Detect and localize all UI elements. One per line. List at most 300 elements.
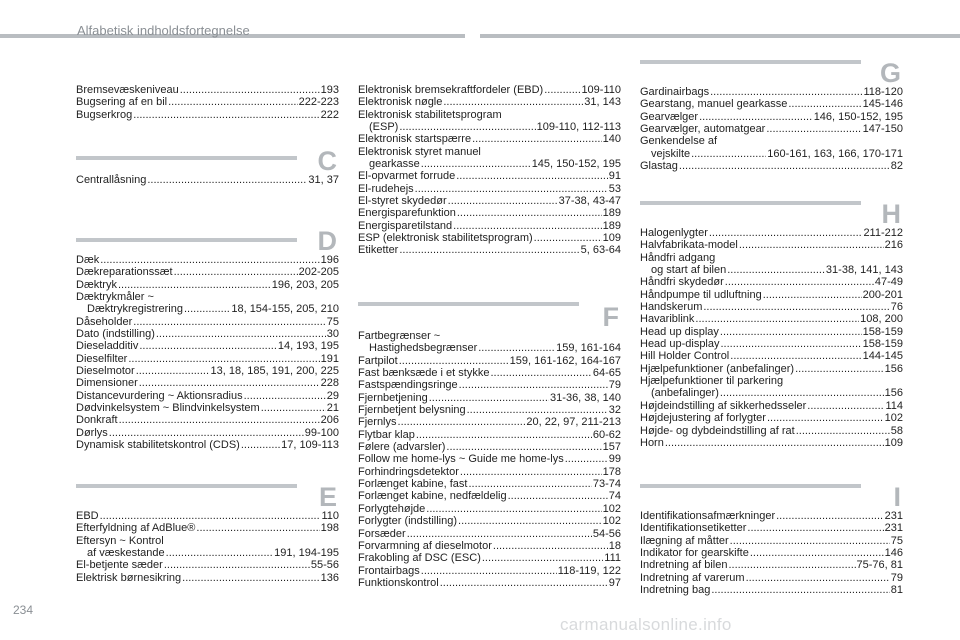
entry-term: Højdeindstilling af sikkerhedsseler (640, 399, 807, 412)
dot-leader (109, 427, 304, 439)
entry-pages: 196 (320, 254, 339, 266)
section-d (76, 228, 339, 452)
dot-leader (763, 289, 862, 301)
dot-leader (139, 377, 320, 389)
index-entry (76, 547, 339, 559)
index-entry (358, 416, 621, 428)
dot-leader (446, 441, 601, 453)
entry-pages: 189 (602, 207, 621, 220)
section-c (76, 148, 339, 186)
entry-term: Glastag (640, 160, 678, 173)
entry-term: Energisparetilstand (358, 219, 453, 232)
index-entry (76, 96, 339, 108)
entry-pages: 231 (884, 522, 903, 535)
index-entry (358, 121, 621, 133)
entry-pages: 55-56 (310, 559, 339, 572)
dot-leader (710, 86, 862, 98)
watermark-text: carmanualsonline.info (560, 615, 732, 634)
dot-leader (429, 392, 549, 404)
entry-term: Havariblink (640, 313, 695, 326)
dot-leader (457, 207, 602, 219)
entry-term: Hjælpefunktioner (anbefalinger) (640, 362, 795, 375)
entry-pages: 156 (884, 362, 903, 375)
index-entry (358, 466, 621, 478)
dot-leader (807, 400, 884, 412)
entry-term: Håndpumpe til udluftning (640, 288, 762, 301)
entry-term: Gearstang, manuel gearkasse (640, 98, 788, 111)
entry-term: Bugserkrog (76, 108, 133, 121)
index-entry (76, 402, 339, 414)
index-entry (640, 350, 903, 362)
index-entry (640, 111, 903, 123)
entry-term: Flytbar klap (358, 428, 415, 441)
entry-term: Bugsering af en bil (76, 96, 168, 109)
dot-leader (725, 276, 874, 288)
page-number: 234 (13, 603, 34, 617)
index-entry-heading (640, 252, 903, 264)
entry-term: vejskilte (651, 147, 691, 160)
entry-term: Dieselfilter (76, 352, 128, 365)
entry-pages: 110 (321, 510, 339, 522)
section-letter-f: F (602, 302, 619, 332)
index-entry (358, 355, 621, 367)
index-entry (358, 170, 621, 182)
index-entry (640, 535, 903, 547)
entry-term: Forlygtehøjde (358, 502, 426, 515)
entry-pages: 64-65 (592, 367, 621, 380)
entry-term: Håndfri adgang (640, 251, 716, 264)
entry-term: af væskestande (87, 547, 165, 560)
dot-leader (180, 84, 320, 96)
index-entry (76, 316, 339, 328)
dot-leader (699, 111, 813, 123)
entry-term: Elektronisk styret manuel (358, 145, 481, 158)
dot-leader (443, 96, 583, 108)
entry-term: gearkasse (369, 158, 420, 171)
section-letter-d: D (317, 226, 337, 256)
entry-term: Centrallåsning (76, 174, 147, 186)
dot-leader (679, 160, 890, 172)
dot-leader (490, 367, 591, 379)
dot-leader (460, 466, 602, 478)
dot-leader (168, 96, 298, 108)
index-entry (358, 503, 621, 515)
entry-term: Forhindringsdetektor (358, 465, 459, 478)
dot-leader (747, 522, 883, 534)
entry-pages: 109 (884, 436, 903, 449)
index-entry (76, 522, 339, 534)
entry-term: Dæk (76, 254, 100, 266)
dot-leader (147, 174, 307, 186)
index-entry (640, 412, 903, 424)
index-entry (640, 400, 903, 412)
entry-term: Dødvinkelsystem ~ Blindvinkelsystem (76, 402, 260, 415)
section-c-list (76, 174, 339, 186)
entry-pages: 31-38, 141, 143 (825, 264, 903, 277)
entry-pages: 14, 193, 195 (277, 340, 339, 353)
index-entry (76, 340, 339, 352)
dot-leader (750, 547, 884, 559)
dot-leader (467, 404, 608, 416)
index-entry (358, 441, 621, 453)
entry-term: Hill Holder Control (640, 350, 730, 363)
dot-leader (746, 572, 890, 584)
index-entry (76, 266, 339, 278)
section-divider (76, 238, 297, 242)
dot-leader (118, 279, 271, 291)
dot-leader (459, 379, 608, 391)
section-f-list (358, 330, 621, 589)
index-entry (76, 427, 339, 439)
entry-pages: 157 (602, 441, 621, 454)
index-entry (76, 353, 339, 365)
dot-leader (544, 84, 580, 96)
index-entry-heading (76, 291, 339, 303)
entry-pages: 74 (608, 490, 621, 503)
entry-pages: 158-159 (862, 338, 903, 351)
section-i (640, 484, 903, 596)
index-entry (640, 148, 903, 160)
dot-leader (709, 227, 863, 239)
entry-pages: 178 (602, 465, 621, 478)
dot-leader (184, 303, 230, 315)
index-entry (640, 98, 903, 110)
entry-term: Donkraft (76, 414, 118, 427)
entry-pages: 146, 150-152, 195 (813, 110, 903, 123)
entry-term: Hastighedsbegrænser (369, 342, 478, 355)
entry-pages: 206 (320, 414, 339, 427)
entry-pages: 75 (326, 315, 339, 328)
entry-pages: 102 (602, 515, 621, 528)
index-entry (640, 276, 903, 288)
entry-term: Indretning bag (640, 584, 711, 597)
entry-pages: 114 (885, 399, 903, 412)
dot-leader (244, 390, 326, 402)
index-entry (358, 379, 621, 391)
index-entry (76, 510, 339, 522)
entry-pages: 145, 150-152, 195 (531, 158, 621, 171)
index-entry (640, 437, 903, 449)
index-entry (640, 227, 903, 239)
entry-pages: 146 (884, 547, 903, 560)
dot-leader (728, 559, 855, 571)
entry-pages: 20, 22, 97, 211-213 (526, 416, 621, 429)
index-entry (76, 109, 339, 121)
section-letter-h: H (881, 199, 901, 229)
section-divider (358, 302, 579, 306)
index-entry (358, 478, 621, 490)
entry-pages: 211-212 (863, 227, 903, 239)
entry-term: Forvarmning af dieselmotor (358, 539, 492, 552)
entry-term: Dæktrykmåler ~ (76, 291, 154, 304)
entry-pages: 200-201 (862, 288, 903, 301)
entry-term: Handskerum (640, 301, 703, 314)
entry-pages: 53 (608, 182, 621, 195)
entry-term: El-rudehejs (358, 182, 414, 195)
index-entry (358, 515, 621, 527)
entry-term: Fjernlys (358, 416, 397, 429)
index-entry (640, 584, 903, 596)
index-entry-heading (358, 330, 621, 342)
entry-pages: 109-110, 112-113 (536, 121, 621, 134)
entry-term: Dåseholder (76, 315, 133, 328)
entry-pages: 222 (320, 108, 339, 121)
index-entry (640, 559, 903, 571)
entry-term: Identifikationsafmærkninger (640, 510, 776, 522)
dot-leader (730, 535, 890, 547)
entry-pages: 30 (326, 328, 339, 341)
index-entry (640, 239, 903, 251)
entry-term: Eftersyn ~ Kontrol (76, 534, 164, 547)
entry-pages: 191, 194-195 (274, 547, 339, 560)
index-entry-heading (76, 535, 339, 547)
index-entry (358, 453, 621, 465)
dot-leader (493, 540, 608, 552)
index-entry (76, 84, 339, 96)
dot-leader (399, 244, 579, 256)
entry-term: Dæktryk (76, 278, 117, 291)
entry-term: Forlænget kabine, fast (358, 478, 468, 491)
entry-pages: 99 (608, 453, 621, 466)
section-e-list (76, 510, 339, 584)
entry-pages: 160-161, 163, 166, 170-171 (767, 147, 903, 160)
dot-leader (415, 183, 608, 195)
entry-term: Fartbegrænser ~ (358, 330, 441, 342)
entry-pages: 158-159 (862, 325, 903, 338)
index-entry (358, 232, 621, 244)
dot-leader (720, 326, 862, 338)
entry-term: Fastspændingsringe (358, 379, 458, 392)
entry-pages: 58 (890, 424, 903, 437)
index-entry-heading (358, 109, 621, 121)
entry-pages: 29 (326, 389, 339, 402)
entry-pages: 60-62 (592, 428, 621, 441)
section-divider (76, 484, 297, 488)
entry-term: Energisparefunktion (358, 207, 456, 220)
entry-pages: 109-110 (581, 84, 621, 96)
entry-pages: 75-76, 81 (856, 559, 903, 572)
dot-leader (399, 355, 509, 367)
dot-leader (398, 416, 526, 428)
entry-term: Håndfri skydedør (640, 276, 724, 289)
section-divider (640, 60, 861, 64)
entry-pages: 191 (320, 352, 339, 365)
index-entry (358, 429, 621, 441)
index-entry-heading (358, 146, 621, 158)
dot-leader (174, 266, 298, 278)
entry-term: (anbefalinger) (651, 387, 719, 400)
dot-leader (448, 195, 558, 207)
entry-term: Dieseladditiv (76, 340, 139, 353)
entry-term: Bremsevæskeniveau (76, 84, 179, 96)
entry-term: Etiketter (358, 244, 399, 257)
section-divider (640, 484, 861, 488)
entry-pages: 216 (884, 239, 903, 252)
entry-term: Genkendelse af (640, 135, 718, 148)
index-entry (640, 160, 903, 172)
entry-term: Dørlys (76, 426, 108, 439)
dot-leader (136, 365, 210, 377)
section-f (358, 304, 621, 589)
entry-term: og start af bilen (651, 264, 727, 277)
index-entry (358, 158, 621, 170)
index-entry (640, 387, 903, 399)
dot-leader (665, 437, 884, 449)
dot-leader (421, 565, 557, 577)
index-entry (76, 377, 339, 389)
entry-pages: 13, 18, 185, 191, 200, 225 (210, 365, 339, 378)
dot-leader (788, 98, 861, 110)
entry-pages: 159, 161-162, 164-167 (509, 354, 621, 367)
entry-pages: 196, 203, 205 (271, 278, 339, 291)
entry-pages: 108, 200 (860, 313, 903, 326)
dot-leader (727, 264, 825, 276)
index-entry (358, 490, 621, 502)
index-entry (76, 365, 339, 377)
entry-term: Gardinairbags (640, 86, 710, 98)
index-entry (76, 254, 339, 266)
entry-term: Elektronisk startspærre (358, 133, 472, 146)
dot-leader (703, 301, 889, 313)
section-h-list (640, 227, 903, 449)
dot-leader (241, 439, 280, 451)
entry-pages: 18, 154-155, 205, 210 (231, 303, 339, 316)
entry-pages: 102 (884, 412, 903, 425)
index-entry (640, 123, 903, 135)
index-entry (358, 195, 621, 207)
entry-pages: 37-38, 43-47 (558, 195, 621, 208)
section-g-list (640, 86, 903, 172)
section-h (640, 201, 903, 449)
entry-pages: 111 (604, 552, 621, 565)
dot-leader (720, 387, 884, 399)
dot-leader (182, 572, 320, 584)
section-divider (640, 201, 861, 205)
index-entry (640, 510, 903, 522)
index-entry (358, 342, 621, 354)
dot-leader (796, 425, 890, 437)
dot-leader (565, 453, 608, 465)
section-e-continued-list (358, 84, 621, 257)
entry-term: Fast bænksæde i et stykke (358, 367, 490, 380)
index-entry (76, 572, 339, 584)
index-entry (640, 363, 903, 375)
dot-leader (695, 313, 859, 325)
entry-term: ESP (elektronisk stabilitetsprogram) (358, 232, 533, 245)
entry-term: Dieselmotor (76, 365, 135, 378)
dot-leader (421, 158, 531, 170)
dot-leader (472, 133, 602, 145)
entry-term: Højdejustering af forlygter (640, 412, 766, 425)
index-entry (358, 367, 621, 379)
entry-pages: 31-36, 38, 140 (550, 391, 621, 404)
dot-leader (139, 340, 276, 352)
entry-term: Identifikationsetiketter (640, 522, 747, 535)
entry-pages: 109 (602, 232, 621, 245)
dot-leader (534, 232, 602, 244)
entry-term: Elektronisk stabilitetsprogram (358, 108, 502, 121)
entry-term: Indretning af bilen (640, 559, 728, 572)
entry-term: Forsæder (358, 527, 406, 540)
index-entry (640, 326, 903, 338)
entry-term: Forlænget kabine, nedfældelig (358, 490, 507, 503)
entry-pages: 228 (320, 377, 339, 390)
entry-term: Gearvælger, automatgear (640, 123, 766, 136)
index-entry (358, 84, 621, 96)
entry-pages: 31, 143 (584, 96, 621, 109)
entry-pages: 97 (608, 576, 621, 589)
entry-pages: 79 (890, 571, 903, 584)
index-entry (640, 264, 903, 276)
index-entry (358, 565, 621, 577)
dot-leader (739, 239, 884, 251)
entry-term: Frakobling af DSC (ESC) (358, 552, 481, 565)
index-entry (640, 547, 903, 559)
entry-pages: 75 (890, 534, 903, 547)
dot-leader (711, 584, 889, 596)
entry-pages: 118-119, 122 (557, 564, 621, 577)
entry-pages: 202-205 (298, 266, 339, 279)
dot-leader (166, 547, 274, 559)
index-entry (358, 552, 621, 564)
dot-leader (440, 577, 608, 589)
entry-term: Indikator for gearskifte (640, 547, 749, 560)
section-g (640, 60, 903, 172)
index-entry (358, 528, 621, 540)
index-entry (358, 207, 621, 219)
entry-term: Efterfyldning af AdBlue® (76, 522, 196, 535)
entry-term: Gearvælger (640, 110, 699, 123)
entry-pages: 193 (320, 84, 339, 96)
entry-term: Forlygter (indstilling) (358, 515, 458, 528)
index-entry (640, 313, 903, 325)
section-e (76, 484, 339, 584)
entry-term: El-betjente sæder (76, 559, 163, 572)
entry-term: Følere (advarsler) (358, 441, 446, 454)
entry-term: Indretning af varerum (640, 571, 745, 584)
index-entry (76, 390, 339, 402)
dot-leader (196, 522, 319, 534)
entry-pages: 32 (608, 404, 621, 417)
entry-pages: 91 (608, 170, 621, 183)
index-entry (640, 289, 903, 301)
dot-leader (767, 412, 884, 424)
entry-pages: 144-145 (862, 350, 903, 363)
entry-term: Højde- og dybdeindstilling af rat (640, 424, 795, 437)
entry-term: Dækreparationssæt (76, 266, 173, 279)
entry-term: Elektrisk børnesikring (76, 571, 182, 584)
index-entry (358, 577, 621, 589)
entry-pages: 102 (602, 502, 621, 515)
section-letter-g: G (879, 58, 901, 88)
dot-leader (478, 342, 555, 354)
section-letter-e: E (318, 482, 337, 512)
entry-pages: 17, 109-113 (281, 439, 339, 452)
dot-leader (730, 350, 861, 362)
entry-pages: 82 (890, 160, 903, 173)
index-entry (76, 414, 339, 426)
section-d-list (76, 254, 339, 452)
index-entry (358, 244, 621, 256)
dot-leader (691, 148, 766, 160)
entry-term: Head up-display (640, 338, 720, 351)
section-letter-c: C (317, 146, 337, 176)
section-letter-i: I (893, 482, 901, 512)
dot-leader (468, 478, 591, 490)
dot-leader (100, 510, 321, 522)
section-i-list (640, 510, 903, 596)
dot-leader (482, 552, 603, 564)
